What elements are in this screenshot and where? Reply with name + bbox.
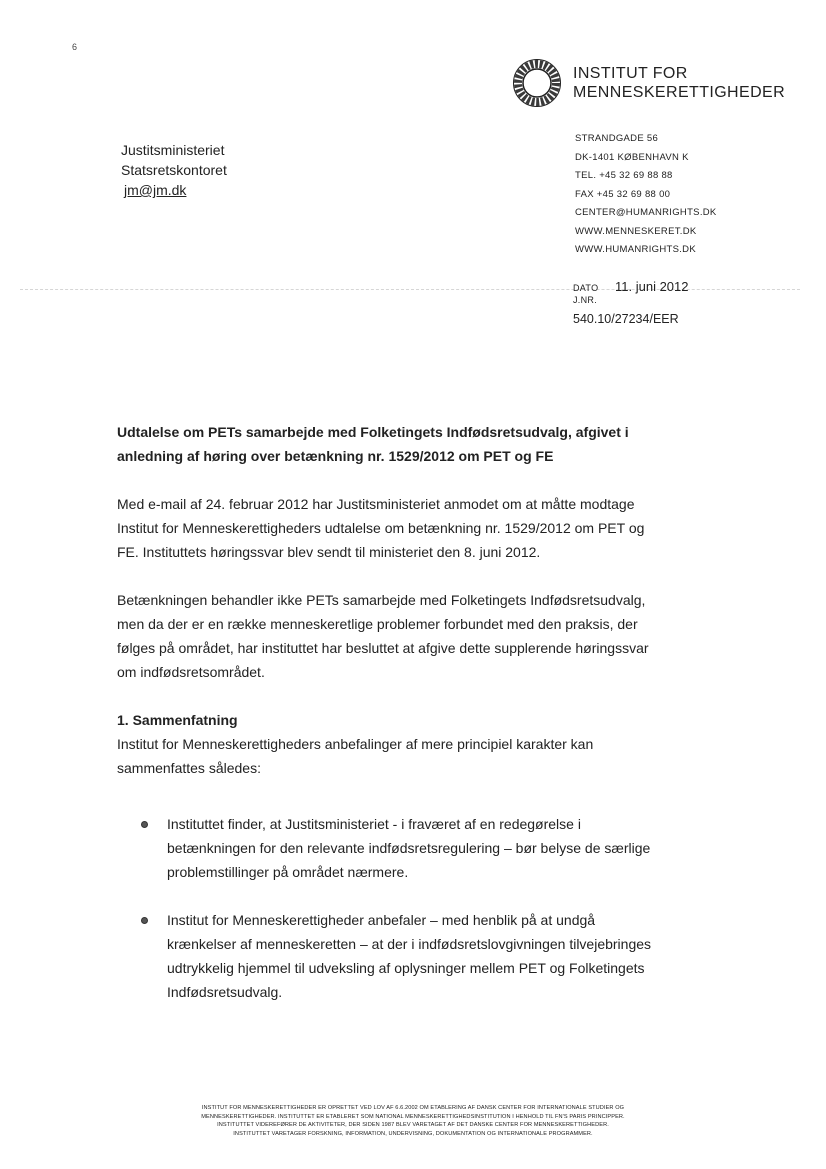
org-name-line1: INSTITUT FOR — [573, 65, 688, 82]
paragraph-1: Med e-mail af 24. februar 2012 har Justitsministeriet anmodet om at måtte modtage Institut for Menneskerettigheders udtalelse om betænkning nr. 1529/2012 om PET og FE. Instituttets høringssvar blev sendt til ministeriet den 8. juni 2012. — [117, 496, 645, 560]
recommendation-list — [117, 812, 657, 1004]
paragraph-2: Betænkningen behandler ikke PETs samarbejde med Folketingets Indfødsretsudvalg, men da der er en række menneskeretlige problemer forbundet med den praksis, der følges på området, har instituttet har besluttet at afgive dette supplerende høringssvar om indfødsretsområdet. — [117, 592, 649, 680]
list-item — [117, 812, 657, 884]
address-street: STRANDGADE 56 — [575, 133, 659, 144]
address-tel: TEL. +45 32 69 88 88 — [575, 170, 673, 181]
address-city: DK-1401 KØBENHAVN K — [575, 151, 689, 163]
section-title: 1. Sammenfatning — [117, 712, 238, 728]
organization-name — [573, 64, 785, 102]
recipient-line2: Statsretskontoret — [121, 162, 227, 178]
document-meta — [573, 279, 689, 326]
list-item-text: Institut for Menneskerettigheder anbefaler – med henblik på at undgå krænkelser af menneskeretten – at der i indfødsretslovgivningen tilvejebringes udtrykkelig hjemmel til udveksling af oplysninger mellem PET og Folketingets Indfødsretsudvalg. — [167, 912, 652, 1000]
recipient-block — [121, 140, 227, 200]
address-web1: WWW.MENNESKERET.DK — [575, 225, 697, 237]
address-fax: FAX +45 32 69 88 00 — [575, 188, 671, 200]
address-email: CENTER@HUMANRIGHTS.DK — [575, 207, 717, 218]
bullet-icon — [141, 821, 148, 828]
footer-line1: INSTITUT FOR MENNESKERETTIGHEDER ER OPRETTET VED LOV AF 6.6.2002 OM ETABLERING AF DANSK CENTER FOR INTERNATIONALE STUDIER OG — [201, 1105, 625, 1111]
page-corner-mark: 6 — [72, 42, 78, 52]
section-intro: Institut for Menneskerettigheders anbefalinger af mere principiel karakter kan sammenfattes således: — [117, 736, 594, 776]
address-web2: WWW.HUMANRIGHTS.DK — [575, 244, 696, 255]
footer-line4: INSTITUTTET VARETAGER FORSKNING, INFORMATION, UNDERVISNING, DOKUMENTATION OG INTERNATIONALE PROGRAMMER. — [233, 1130, 593, 1137]
list-item — [117, 908, 657, 1004]
sender-address-block — [575, 130, 717, 260]
bullet-icon — [141, 917, 148, 924]
org-name-line2: MENNESKERETTIGHEDER — [573, 84, 786, 101]
page-footer — [110, 1104, 716, 1138]
institute-logo-icon — [512, 58, 562, 108]
letter-body — [117, 420, 657, 1028]
footer-line3: INSTITUTTET VIDEREFØRER DE AKTIVITETER, DER SIDEN 1987 BLEV VARETAGET AF DET DANSKE CENTER FOR MENNESKERETTIGHEDER. — [217, 1122, 609, 1128]
recipient-line1: Justitsministeriet — [121, 142, 225, 158]
jnr-label: J.NR. — [573, 295, 597, 305]
list-item-text: Instituttet finder, at Justitsministeriet - i fraværet af en redegørelse i betænkningen for den relevante indfødsretsregulering – bør belyse de særlige problemstillinger på området nærmere. — [167, 816, 651, 880]
date-label: DATO — [573, 283, 599, 293]
jnr-value: 540.10/27234/EER — [573, 312, 679, 326]
letter-heading: Udtalelse om PETs samarbejde med Folketingets Indfødsretsudvalg, afgivet i anledning af høring over betænkning nr. 1529/2012 om PET og FE — [117, 424, 629, 464]
recipient-email-link[interactable]: jm@jm.dk — [124, 182, 187, 198]
footer-line2: MENNESKERETTIGHEDER. INSTITUTTET ER ETABLERET SOM NATIONAL MENNESKERETTIGHEDSINSTITUTION I HENHOLD TIL FN'S PARIS PRINCIPPER. — [201, 1113, 625, 1120]
date-value: 11. juni 2012 — [615, 279, 689, 294]
